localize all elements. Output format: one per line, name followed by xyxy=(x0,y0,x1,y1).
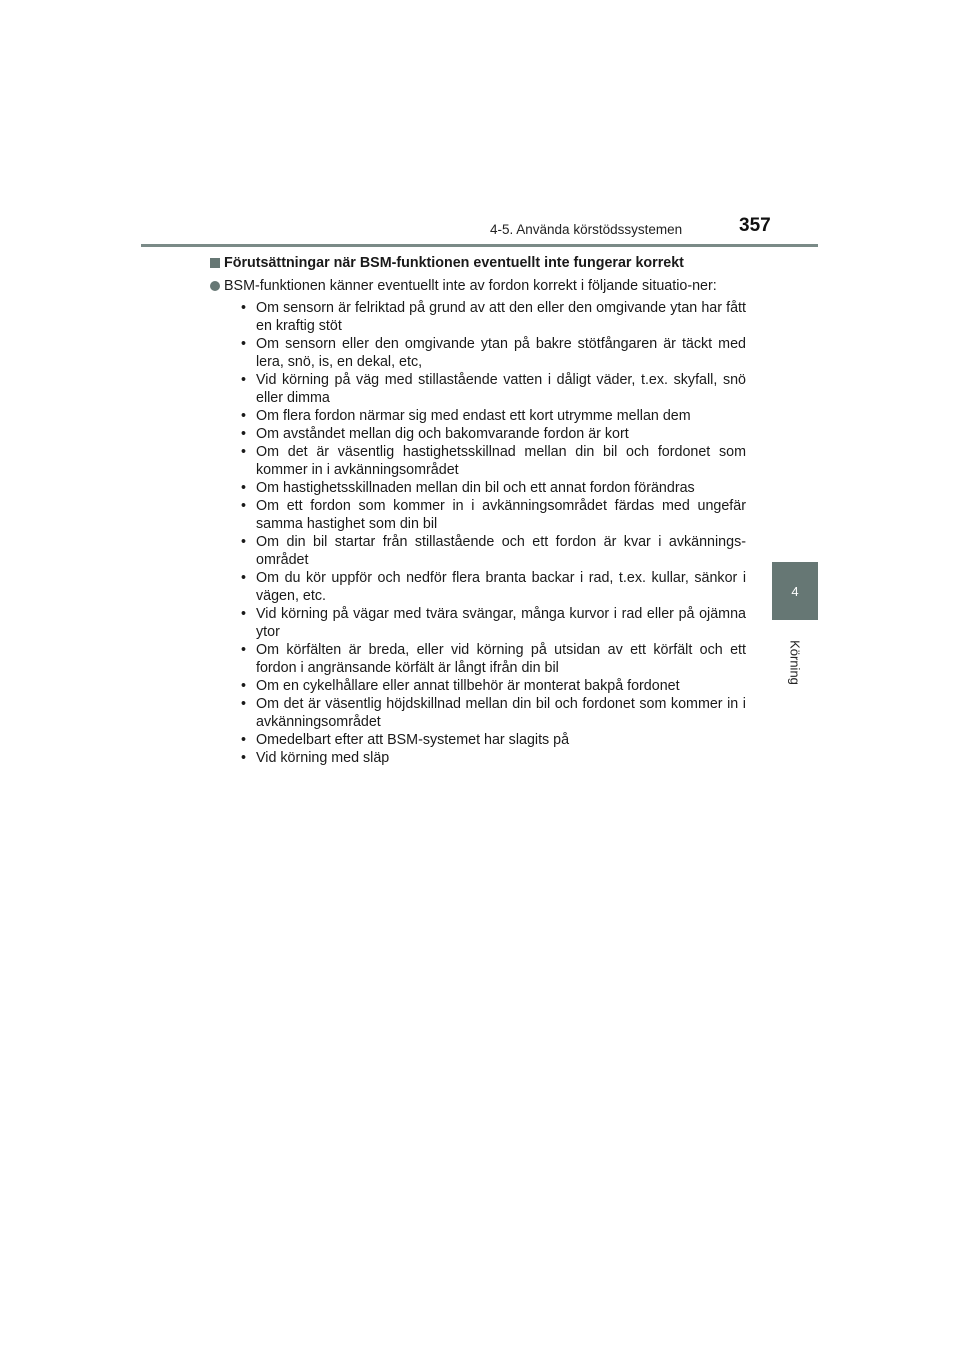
header-divider xyxy=(141,244,818,247)
chapter-label: Körning xyxy=(787,640,803,685)
chapter-tab xyxy=(772,562,818,620)
list-item xyxy=(241,443,746,479)
list-item xyxy=(241,497,746,533)
circle-bullet-icon xyxy=(210,281,220,291)
list-item-text: Om avståndet mellan dig och bakomvarande fordon är kort xyxy=(256,426,629,442)
section-title: 4-5. Använda körstödssystemen xyxy=(490,222,683,237)
bullet-icon: • xyxy=(241,534,247,550)
list-item xyxy=(241,479,746,497)
bullet-icon: • xyxy=(241,732,247,748)
list-item-text: Om flera fordon närmar sig med endast ett kort utrymme mellan dem xyxy=(256,408,691,424)
intro-item xyxy=(210,277,746,295)
list-item-text: Om ett fordon som kommer in i avkänningsområdet färdas med ungefär samma hastighet som din bil xyxy=(256,498,746,532)
bullet-icon: • xyxy=(241,300,247,316)
list-item-text: Om körfälten är breda, eller vid körning på utsidan av ett körfält och ett fordon i angränsande körfält är långt ifrån din bil xyxy=(256,642,746,676)
bullet-icon: • xyxy=(241,570,247,586)
bullet-icon: • xyxy=(241,696,247,712)
list-item-text: Om det är väsentlig höjdskillnad mellan din bil och fordonet som kommer in i avkänningsområdet xyxy=(256,696,746,730)
bullet-icon: • xyxy=(241,444,247,460)
list-item-text: Omedelbart efter att BSM-systemet har slagits på xyxy=(256,732,570,748)
list-item-text: Vid körning med släp xyxy=(256,750,390,766)
bullet-icon: • xyxy=(241,336,247,352)
list-item xyxy=(241,641,746,677)
list-item-text: Om det är väsentlig hastighetsskillnad mellan din bil och fordonet som kommer in i avkänningsområdet xyxy=(256,444,746,478)
main-content xyxy=(210,254,746,767)
list-item xyxy=(241,407,746,425)
list-item xyxy=(241,425,746,443)
square-bullet-icon xyxy=(210,258,220,268)
bullet-icon: • xyxy=(241,480,247,496)
list-item xyxy=(241,749,746,767)
bullet-icon: • xyxy=(241,408,247,424)
list-item-text: Om en cykelhållare eller annat tillbehör är monterat bakpå fordonet xyxy=(256,678,680,694)
chapter-number: 4 xyxy=(791,583,799,599)
bullet-icon: • xyxy=(241,426,247,442)
bullet-icon: • xyxy=(241,498,247,514)
section-heading xyxy=(210,254,746,272)
list-item-text: Vid körning på vägar med tvära svängar, många kurvor i rad eller på ojämna ytor xyxy=(256,606,746,640)
list-item-text: Om sensorn är felriktad på grund av att den eller den omgivande ytan har fått en kraftig stöt xyxy=(256,300,746,334)
list-item xyxy=(241,677,746,695)
page-number: 357 xyxy=(739,215,771,236)
bullet-icon: • xyxy=(241,372,247,388)
bullet-icon: • xyxy=(241,750,247,766)
list-item xyxy=(241,569,746,605)
intro-text: BSM-funktionen känner eventuellt inte av fordon korrekt i följande situatio-ner: xyxy=(224,278,717,294)
bullet-icon: • xyxy=(241,642,247,658)
list-item xyxy=(241,605,746,641)
list-item xyxy=(241,533,746,569)
condition-list xyxy=(210,299,746,767)
bullet-icon: • xyxy=(241,678,247,694)
list-item xyxy=(241,371,746,407)
bullet-icon: • xyxy=(241,606,247,622)
section-heading-text: Förutsättningar när BSM-funktionen eventuellt inte fungerar korrekt xyxy=(224,255,684,271)
list-item-text: Om du kör uppför och nedför flera branta backar i rad, t.ex. kullar, sänkor i vägen, etc. xyxy=(256,570,746,604)
list-item-text: Vid körning på väg med stillastående vatten i dåligt väder, t.ex. skyfall, snö eller dimma xyxy=(256,372,746,406)
list-item xyxy=(241,731,746,749)
list-item xyxy=(241,299,746,335)
list-item xyxy=(241,695,746,731)
list-item xyxy=(241,335,746,371)
list-item-text: Om hastighetsskillnaden mellan din bil och ett annat fordon förändras xyxy=(256,480,695,496)
list-item-text: Om sensorn eller den omgivande ytan på bakre stötfångaren är täckt med lera, snö, is, en dekal, etc, xyxy=(256,336,746,370)
list-item-text: Om din bil startar från stillastående och ett fordon är kvar i avkännings-området xyxy=(256,534,746,568)
